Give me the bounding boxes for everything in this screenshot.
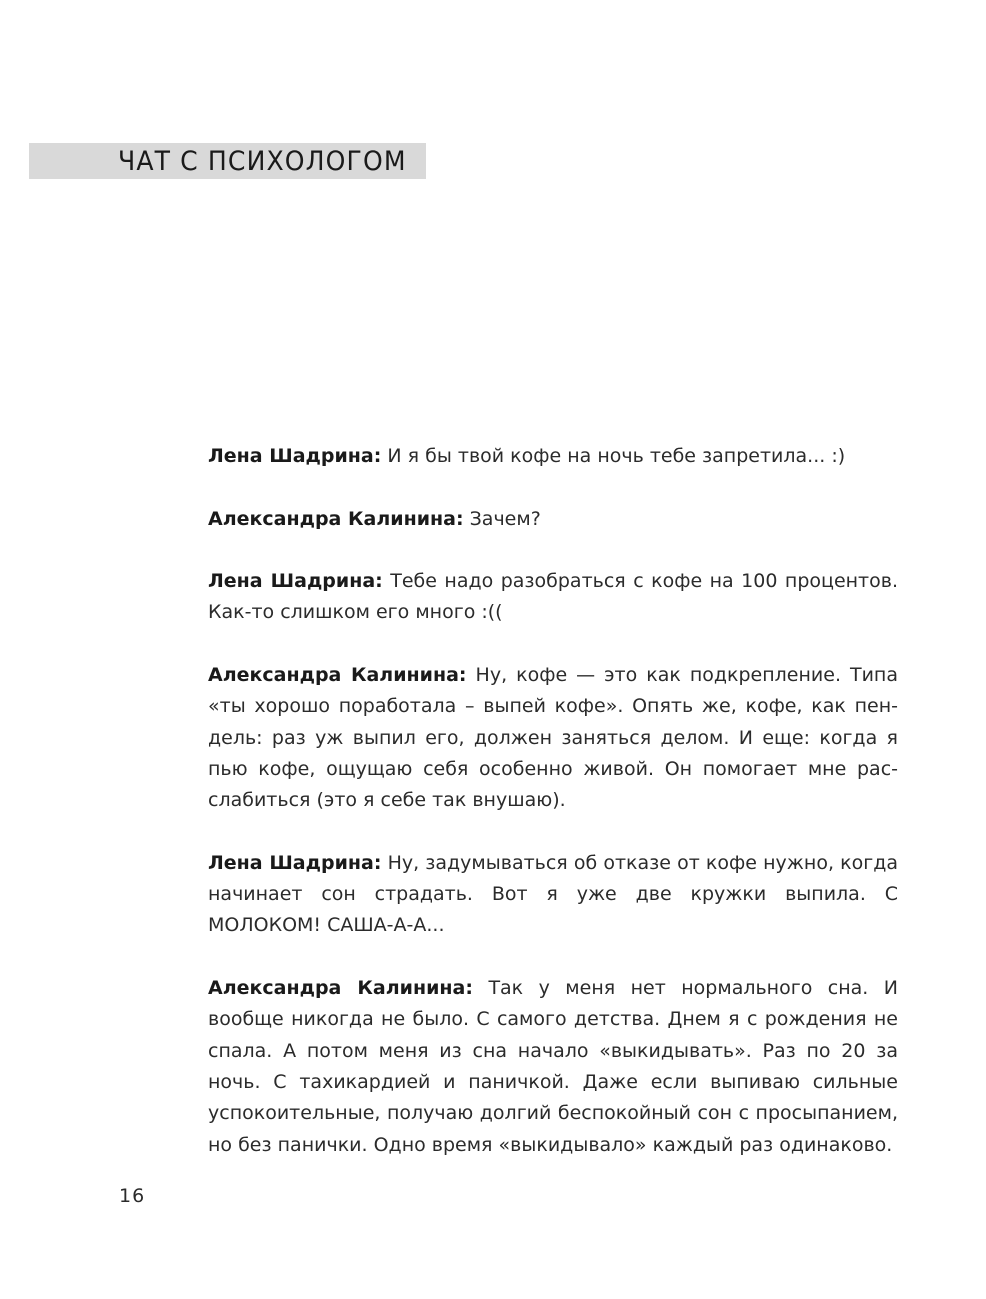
message-text: Ну, задумываться об отказе от кофе нужно, когда начинает сон страдать. Вот я уже две кружки выпила. С МОЛОКОМ! САША-А-А... — [208, 851, 898, 937]
speaker-name: Лена Шадрина: — [208, 570, 383, 593]
speaker-name: Александра Калинина: — [208, 664, 467, 687]
page-number: 16 — [119, 1185, 146, 1207]
chat-message — [208, 660, 898, 816]
message-text: Ну, кофе — это как подкрепление. Типа «ты хорошо поработала – выпей кофе». Опять же, кофе, как пендель: раз уж выпил его, должен заняться делом. И еще: когда я пью кофе, ощущаю себя особенно живой. Он помогает мне расслабиться (это я себе так внушаю). — [208, 664, 898, 812]
message-text: И я бы твой кофе на ночь тебе запретила... :) — [387, 445, 846, 467]
chat-message — [208, 848, 898, 942]
chat-message — [208, 441, 898, 472]
chat-message — [208, 566, 898, 629]
speaker-name: Лена Шадрина: — [208, 851, 382, 874]
message-text: Зачем? — [469, 507, 541, 530]
chat-transcript — [208, 441, 898, 1161]
chapter-title: ЧАТ С ПСИХОЛОГОМ — [118, 146, 407, 177]
chat-message — [208, 973, 898, 1161]
speaker-name: Лена Шадрина: — [208, 445, 382, 467]
speaker-name: Александра Калинина: — [208, 507, 464, 530]
speaker-name: Александра Калинина: — [208, 977, 473, 1000]
message-text: Так у меня нет нормального сна. И вообще никогда не было. С самого детства. Днем я с рождения не спала. А потом меня из сна начало «выкидывать». Раз по 20 за ночь. С тахикардией и паничкой. Даже если выпиваю сильные успокоительные, получаю долгий беспокойный сон с просыпанием, но без панички. Одно время «выкидывало» каждый раз одинаково. — [208, 977, 898, 1156]
message-text: Тебе надо разобраться с кофе на 100 процентов. Как-то слишком его много :(( — [208, 570, 898, 624]
chat-message — [208, 504, 898, 535]
